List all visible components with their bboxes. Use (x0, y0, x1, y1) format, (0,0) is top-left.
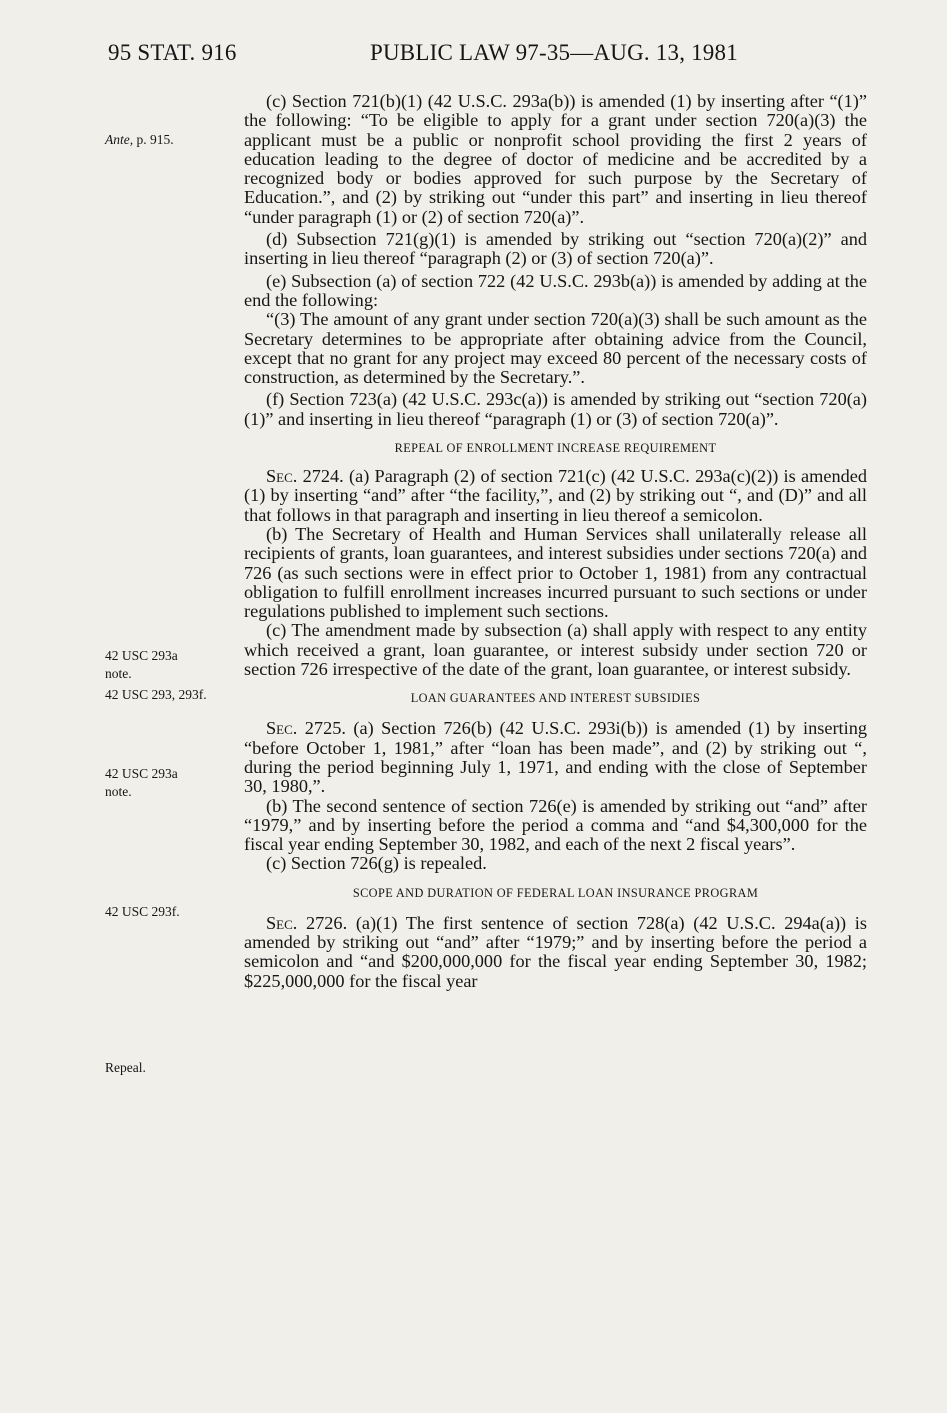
public-law-title: PUBLIC LAW 97-35—AUG. 13, 1981 (370, 40, 738, 65)
paragraph-f-723a: (f) Section 723(a) (42 U.S.C. 293c(a)) is amended by striking out “section 720(a)(1)” and inserting in lieu thereof “paragraph (1) or (3) of section 720(a)”. (244, 389, 867, 429)
margin-note-line: note. (105, 784, 132, 799)
section-2724-a (244, 467, 867, 525)
section-text: (a) Section 726(b) (42 U.S.C. 293i(b)) is amended (1) by inserting “before October 1, 1981,” after “loan has been made”, and (2) by striking out “, during the period beginning July 1, 1971, and ending with the close of September 30, 1980,”. (244, 718, 867, 797)
margin-note-ante (105, 131, 245, 149)
section-2725-b: (b) The second sentence of section 726(e) is amended by striking out “and” after “1979,” and by inserting before the period a comma and “and $4,300,000 for the fiscal year ending September 30, 1982, and each of the next 2 fiscal years”. (244, 795, 867, 855)
section-text: (a)(1) The first sentence of section 728(a) (42 U.S.C. 294a(a)) is amended by striking out “and” after “1979;” and by inserting before the period a semicolon and “and $200,000,000 for the fiscal year ending September 30, 1982; $225,000,000 for the fiscal year (244, 912, 867, 991)
section-label: Sec. 2725. (266, 718, 346, 739)
section-2726-a (244, 914, 867, 991)
statute-body (244, 92, 867, 991)
section-heading-repeal-enrollment: REPEAL OF ENROLLMENT INCREASE REQUIREMENT (394, 441, 717, 456)
paragraph-d-721g1: (d) Subsection 721(g)(1) is amended by striking out “section 720(a)(2)” and inserting in lieu thereof “paragraph (2) or (3) of section 720(a)”. (244, 229, 867, 269)
paragraph-e-722a: (e) Subsection (a) of section 722 (42 U.S.C. 293b(a)) is amended by adding at the end the following: (244, 270, 867, 310)
section-2724-c: (c) The amendment made by subsection (a) shall apply with respect to any entity which received a grant, loan guarantee, or interest subsidy under section 720 or section 726 irrespective of the date of the grant, loan guarantee, or interest subsidy. (244, 620, 867, 680)
statute-page-number: 95 STAT. 916 (108, 40, 237, 65)
section-2724-b: (b) The Secretary of Health and Human Services shall unilaterally release all recipients of grants, loan guarantees, and interest subsidies under sections 720(a) and 726 (as such sections were in effect prior to October 1, 1981) from any contractual obligation to fulfill enrollment increases incurred pursuant to such sections or under regulations published to implement such sections. (244, 523, 867, 622)
ante-page: p. 915. (133, 132, 174, 147)
margin-note-42usc293a-2 (105, 765, 245, 801)
paragraph-quoted-3: “(3) The amount of any grant under section 720(a)(3) shall be such amount as the Secretary determines to be appropriate after obtaining advice from the Council, except that no grant for any project may exceed 80 percent of the necessary costs of construction, as determined by the Secretary.”. (244, 309, 867, 388)
margin-note-42usc293-293f: 42 USC 293, 293f. (105, 687, 207, 702)
ante-italic: Ante, (105, 132, 134, 147)
section-label: Sec. 2724. (266, 466, 344, 487)
margin-note-repeal: Repeal. (105, 1060, 146, 1075)
section-label: Sec. 2726. (266, 912, 348, 933)
paragraph-c-721b1: (c) Section 721(b)(1) (42 U.S.C. 293a(b)) is amended (1) by inserting after “(1)” the following: “To be eligible to apply for a grant under section 720(a)(3) the applicant must be a public or nonprofit school providing the first 2 years of education leading to the degree of doctor of medicine and be accredited by a recognized body or bodies approved for such purpose by the Secretary of Education.”, and (2) by striking out “under this part” and inserting in lieu thereof “under paragraph (1) or (2) of section 720(a)”. (244, 91, 867, 227)
section-2725-c: (c) Section 726(g) is repealed. (266, 853, 487, 874)
section-heading-loan-insurance: SCOPE AND DURATION OF FEDERAL LOAN INSURANCE PROGRAM (352, 885, 759, 900)
margin-note-line: 42 USC 293a (105, 766, 178, 781)
margin-note-42usc293a-1 (105, 647, 245, 683)
margin-notes (0, 0, 240, 1413)
margin-note-line: note. (105, 666, 132, 681)
margin-note-42usc293f: 42 USC 293f. (105, 904, 180, 919)
section-text: (a) Paragraph (2) of section 721(c) (42 U.S.C. 293a(c)(2)) is amended (1) by inserting “and” after “the facility,”, and (2) by striking out “, and (D)” and all that follows in that paragraph and inserting in lieu thereof a semicolon. (244, 466, 867, 525)
section-2725-a (244, 719, 867, 796)
section-heading-loan-guarantees: LOAN GUARANTEES AND INTEREST SUBSIDIES (410, 691, 701, 706)
margin-note-line: 42 USC 293a (105, 648, 178, 663)
